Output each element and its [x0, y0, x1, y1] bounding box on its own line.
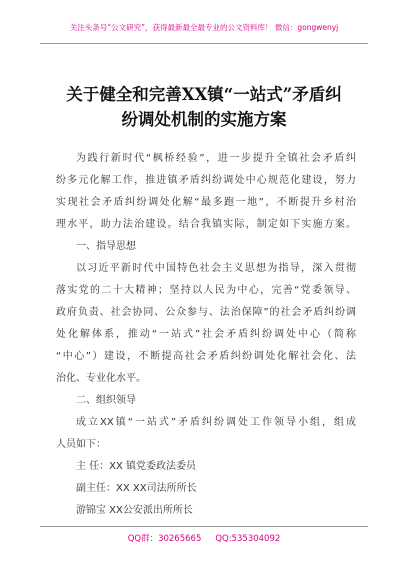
paragraph-line: “中心”）建设，不断提高社会矛盾纠纷调处化解社会化、法: [56, 351, 356, 362]
qq-group-number: QQ群：30265665: [127, 534, 202, 544]
paragraph-line: 为践行新时代“枫桥经验”，进一步提升全镇社会矛盾纠: [76, 153, 356, 164]
paragraph-line: 纷多元化解工作，推进镇矛盾纠纷调处中心规范化建设，努力: [56, 175, 356, 186]
title-line-2: 纷调处机制的实施方案: [121, 110, 287, 129]
footer-divider: [40, 526, 368, 527]
promo-banner: 关注头条号“公文研究”，获得最新最全最专业的公文资料库！ 微信：gongwenyj: [69, 23, 339, 32]
qq-number: QQ:535304092: [215, 534, 281, 544]
header-divider: [40, 43, 368, 44]
paragraph-line: 治化、专业化水平。: [56, 373, 146, 384]
section-heading-guiding-ideology: 一、指导思想: [76, 241, 136, 252]
paragraph-line: 实现社会矛盾纠纷调处化解“最多跑一地”，不断提升乡村治: [56, 197, 356, 208]
section-heading-leadership: 二、组织领导: [76, 395, 136, 406]
paragraph-line: 落实党的二十大精神；坚持以人民为中心，完善“党委领导、: [56, 285, 356, 296]
member-police-chief: 游锦宝 XX公安派出所所长: [76, 505, 193, 516]
member-deputy-director: 副主任：XX XX司法所所长: [76, 483, 197, 494]
contact-footer: [0, 532, 408, 544]
paragraph-line: 人员如下：: [56, 439, 106, 450]
member-director: 主 任：XX 镇党委政法委员: [76, 461, 197, 472]
document-title: [56, 82, 352, 132]
paragraph-line: 处化解体系，推动“一站式”社会矛盾纠纷调处中心（简称: [56, 329, 356, 340]
title-line-1: 关于健全和完善XX镇“一站式”矛盾纠: [66, 85, 342, 104]
paragraph-line: 成立XX镇“一站式”矛盾纠纷调处工作领导小组，组成: [76, 417, 356, 428]
paragraph-line: 政府负责、社会协同、公众参与、法治保障”的社会矛盾纠纷调: [56, 307, 356, 318]
paragraph-line: 理水平，助力法治建设。结合我镇实际，制定如下实施方案。: [56, 219, 356, 230]
paragraph-line: 以习近平新时代中国特色社会主义思想为指导，深入贯彻: [76, 263, 356, 274]
